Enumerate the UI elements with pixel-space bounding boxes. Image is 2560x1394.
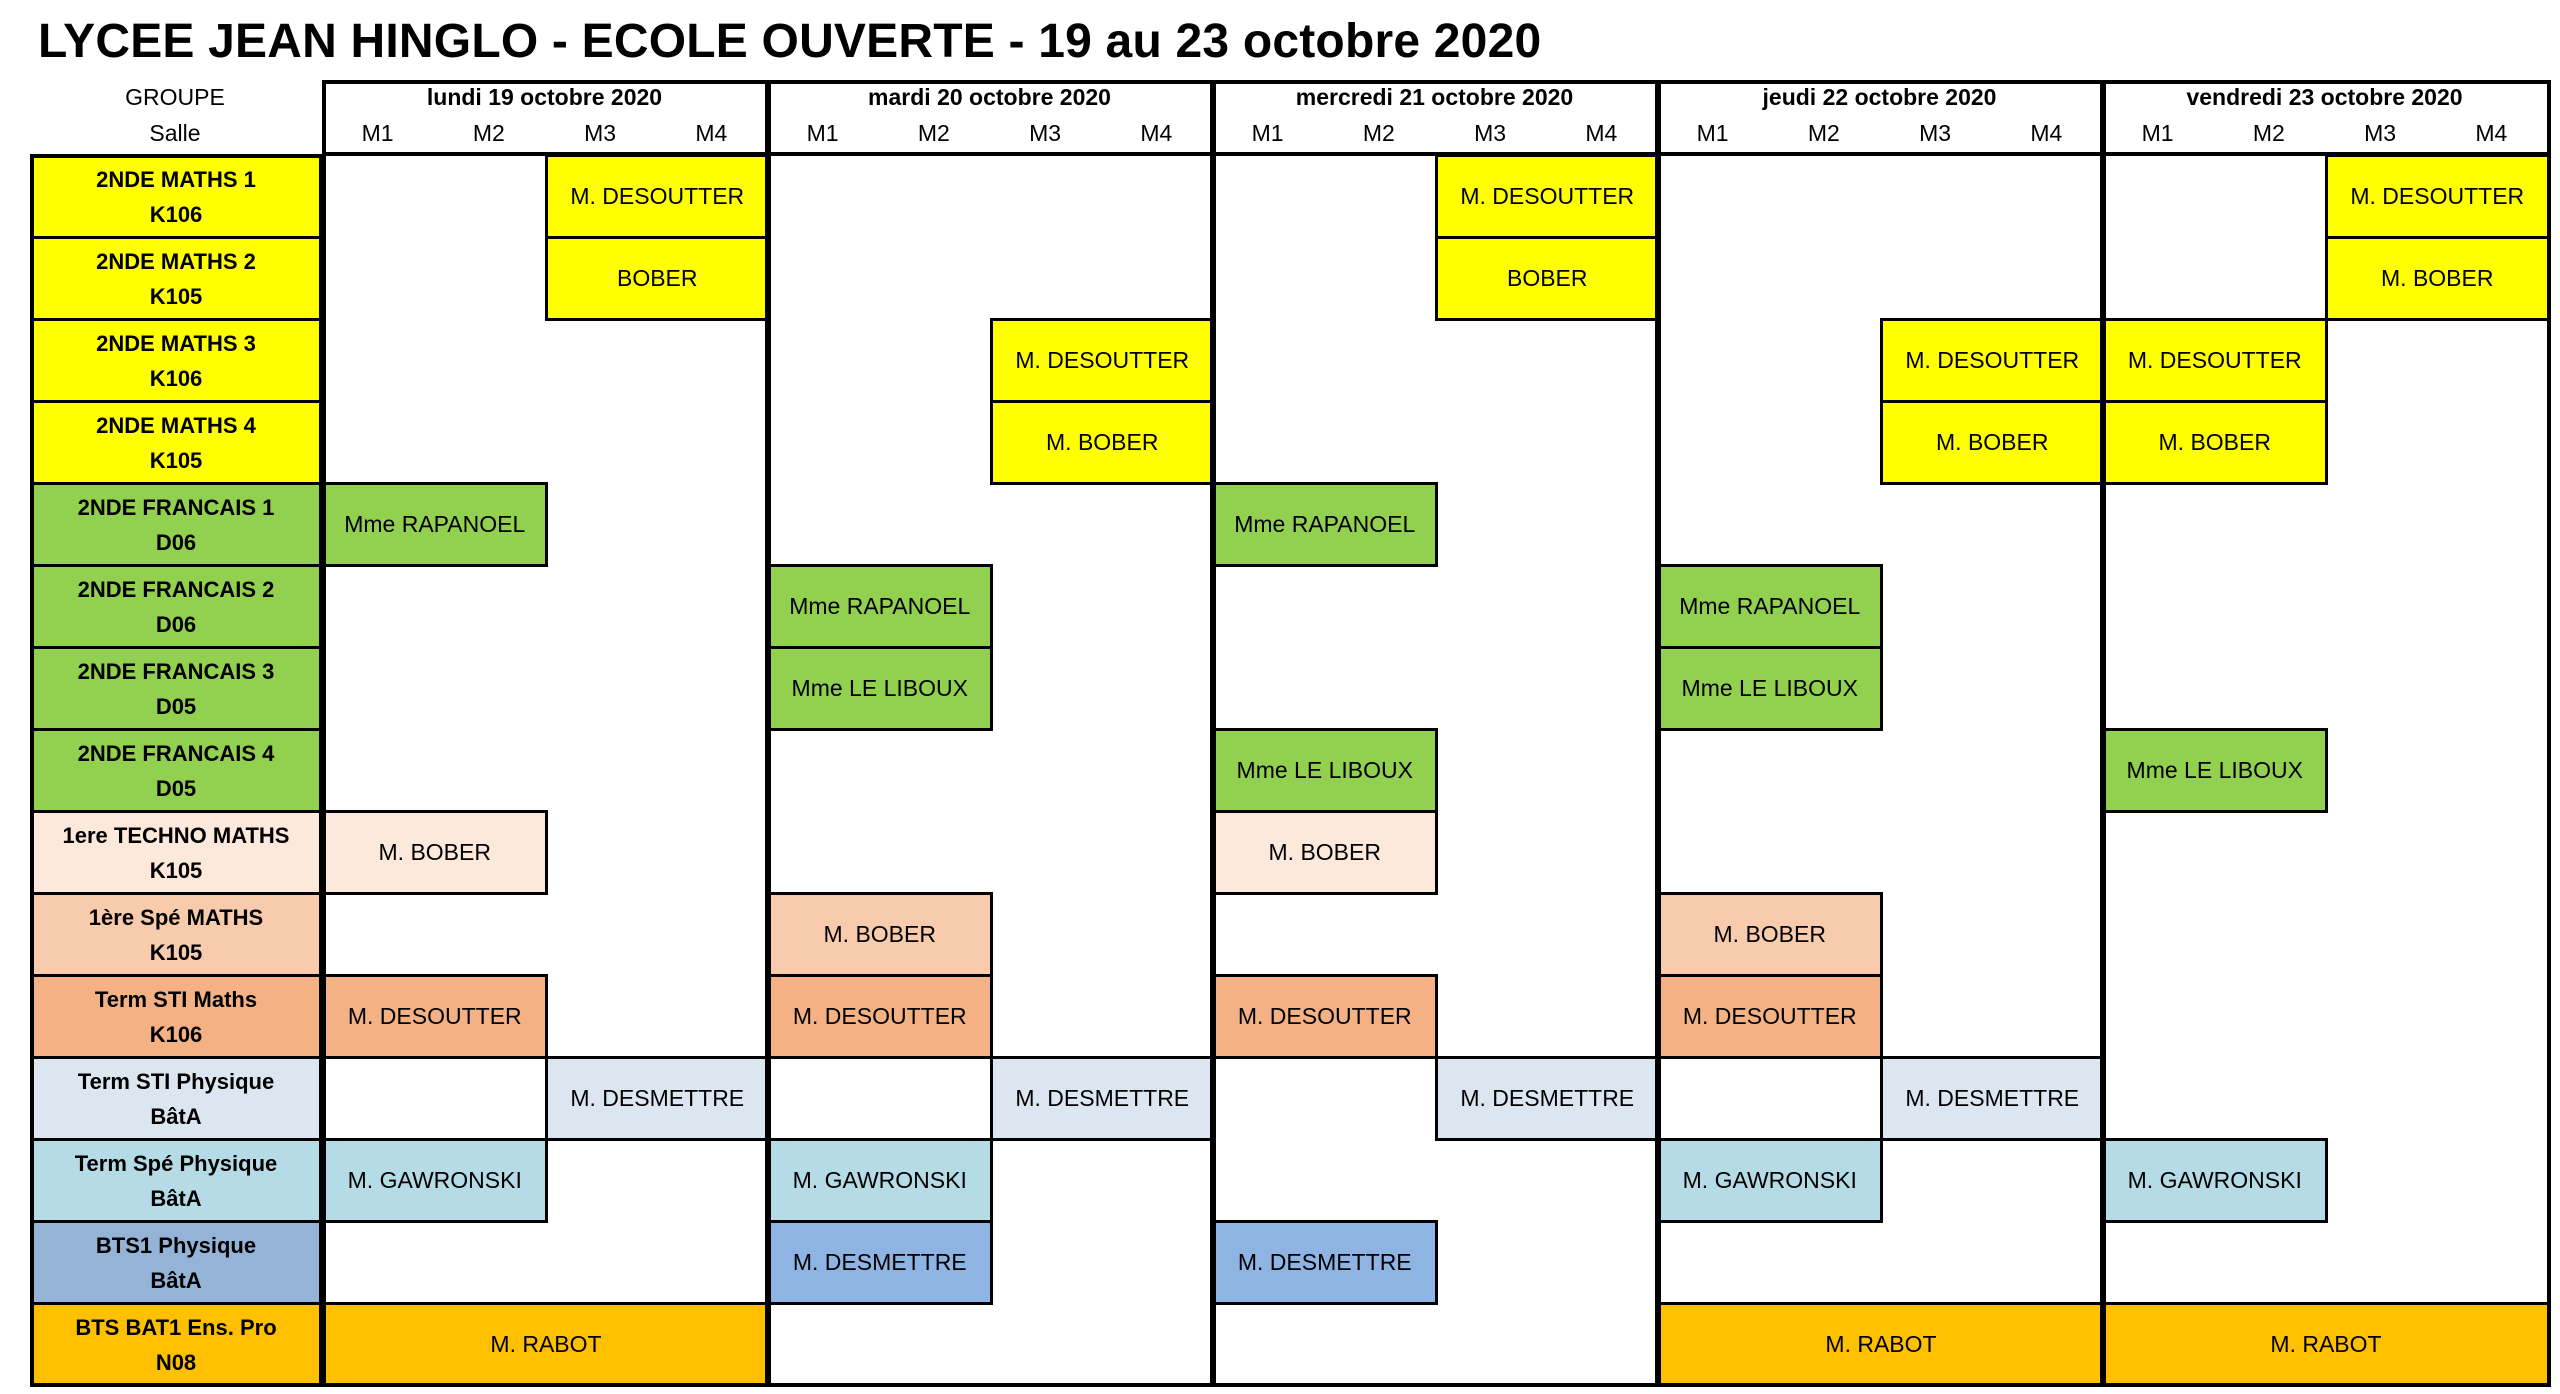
session-cell: M. DESOUTTER <box>545 154 771 239</box>
slot-header: M3 <box>2364 120 2397 146</box>
room-name: BâtA <box>150 1185 202 1211</box>
room-name: K106 <box>149 1021 203 1047</box>
slot-header: M4 <box>1585 120 1618 146</box>
slot-header: M4 <box>2030 120 2063 146</box>
slot-header: M3 <box>1919 120 1952 146</box>
group-label <box>30 236 322 321</box>
session-cell: M. DESMETTRE <box>1435 1056 1661 1141</box>
group-name: 2NDE MATHS 3 <box>96 330 256 356</box>
session-cell: Mme RAPANOEL <box>322 482 548 567</box>
session-cell: M. DESOUTTER <box>1880 318 2106 403</box>
session-cell: M. DESMETTRE <box>1880 1056 2106 1141</box>
room-name: BâtA <box>150 1103 202 1129</box>
day-header: mercredi 21 octobre 2020 <box>1295 84 1574 110</box>
slot-header: M1 <box>1696 120 1729 146</box>
header-groupe: GROUPE <box>125 84 225 110</box>
session-cell: BOBER <box>1435 236 1661 321</box>
room-name: K105 <box>149 857 203 883</box>
session-cell: BOBER <box>545 236 771 321</box>
slot-header: M4 <box>2475 120 2508 146</box>
group-label <box>30 1056 322 1141</box>
session-cell: M. GAWRONSKI <box>322 1138 548 1223</box>
group-name: 2NDE FRANCAIS 3 <box>77 658 275 684</box>
slot-header: M1 <box>1251 120 1284 146</box>
session-cell: M. RABOT <box>322 1302 770 1387</box>
day-header: jeudi 22 octobre 2020 <box>1762 84 1997 110</box>
group-label <box>30 564 322 649</box>
slot-header: M4 <box>695 120 728 146</box>
group-label <box>30 400 322 485</box>
session-cell: M. DESOUTTER <box>1435 154 1661 239</box>
session-cell: M. DESOUTTER <box>2325 154 2551 239</box>
room-name: K105 <box>149 939 203 965</box>
room-name: D05 <box>155 693 197 719</box>
session-cell: M. DESMETTRE <box>1212 1220 1438 1305</box>
session-cell: Mme LE LIBOUX <box>1657 646 1883 731</box>
session-cell: M. DESOUTTER <box>1212 974 1438 1059</box>
session-cell: M. RABOT <box>1657 1302 2105 1387</box>
session-cell: M. DESMETTRE <box>545 1056 771 1141</box>
room-name: K105 <box>149 283 203 309</box>
group-label <box>30 646 322 731</box>
group-name: 2NDE MATHS 2 <box>96 248 256 274</box>
session-cell: M. BOBER <box>1880 400 2106 485</box>
slot-header: M1 <box>2141 120 2174 146</box>
group-name: 2NDE MATHS 4 <box>96 412 256 438</box>
room-name: N08 <box>155 1349 197 1375</box>
room-name: K105 <box>149 447 203 473</box>
session-cell: Mme LE LIBOUX <box>1212 728 1438 813</box>
session-cell: M. BOBER <box>1657 892 1883 977</box>
room-name: K106 <box>149 201 203 227</box>
session-cell: M. BOBER <box>322 810 548 895</box>
room-name: D06 <box>155 611 197 637</box>
session-cell: M. DESMETTRE <box>990 1056 1216 1141</box>
day-header: lundi 19 octobre 2020 <box>426 84 663 110</box>
group-label <box>30 728 322 813</box>
session-cell: Mme LE LIBOUX <box>2102 728 2328 813</box>
session-cell: M. DESOUTTER <box>2102 318 2328 403</box>
slot-header: M1 <box>361 120 394 146</box>
group-label <box>30 318 322 403</box>
session-cell: M. DESMETTRE <box>767 1220 993 1305</box>
group-name: 1ere TECHNO MATHS <box>62 822 290 848</box>
session-cell: M. DESOUTTER <box>1657 974 1883 1059</box>
group-label <box>30 1138 322 1223</box>
slot-header: M2 <box>1362 120 1395 146</box>
page-title: LYCEE JEAN HINGLO - ECOLE OUVERTE - 19 au 23 octobre 2020 <box>38 15 1542 68</box>
header-salle: Salle <box>149 120 201 146</box>
room-name: D05 <box>155 775 197 801</box>
group-name: Term STI Maths <box>94 986 258 1012</box>
group-name: 2NDE FRANCAIS 4 <box>77 740 275 766</box>
session-cell: Mme RAPANOEL <box>1212 482 1438 567</box>
session-cell: M. BOBER <box>767 892 993 977</box>
day-header: vendredi 23 octobre 2020 <box>2186 84 2463 110</box>
session-cell: M. GAWRONSKI <box>1657 1138 1883 1223</box>
slot-header: M2 <box>2252 120 2285 146</box>
session-cell: Mme RAPANOEL <box>767 564 993 649</box>
group-name: 1ère Spé MATHS <box>88 904 264 930</box>
session-cell: M. BOBER <box>990 400 1216 485</box>
session-cell: M. BOBER <box>2325 236 2551 321</box>
session-cell: M. DESOUTTER <box>990 318 1216 403</box>
group-name: BTS BAT1 Ens. Pro <box>75 1314 277 1340</box>
group-name: 2NDE FRANCAIS 1 <box>77 494 275 520</box>
group-name: BTS1 Physique <box>95 1232 257 1258</box>
slot-header: M2 <box>917 120 950 146</box>
group-name: Term Spé Physique <box>74 1150 278 1176</box>
group-label <box>30 892 322 977</box>
room-name: D06 <box>155 529 197 555</box>
group-name: 2NDE MATHS 1 <box>96 166 256 192</box>
slot-header: M1 <box>806 120 839 146</box>
day-header: mardi 20 octobre 2020 <box>868 84 1111 110</box>
session-cell: M. DESOUTTER <box>322 974 548 1059</box>
group-label <box>30 1302 322 1387</box>
session-cell: M. GAWRONSKI <box>767 1138 993 1223</box>
session-cell: M. GAWRONSKI <box>2102 1138 2328 1223</box>
room-name: K106 <box>149 365 203 391</box>
slot-header: M3 <box>1474 120 1507 146</box>
group-name: 2NDE FRANCAIS 2 <box>77 576 275 602</box>
session-cell: M. DESOUTTER <box>767 974 993 1059</box>
slot-header: M3 <box>1029 120 1062 146</box>
session-cell: M. BOBER <box>2102 400 2328 485</box>
slot-header: M2 <box>1807 120 1840 146</box>
group-label <box>30 810 322 895</box>
slot-header: M2 <box>472 120 505 146</box>
session-cell: M. BOBER <box>1212 810 1438 895</box>
group-label <box>30 482 322 567</box>
group-name: Term STI Physique <box>77 1068 275 1094</box>
slot-header: M4 <box>1140 120 1173 146</box>
session-cell: M. RABOT <box>2102 1302 2550 1387</box>
session-cell: Mme RAPANOEL <box>1657 564 1883 649</box>
group-label <box>30 974 322 1059</box>
slot-header: M3 <box>584 120 617 146</box>
session-cell: Mme LE LIBOUX <box>767 646 993 731</box>
group-label <box>30 154 322 239</box>
room-name: BâtA <box>150 1267 202 1293</box>
group-label <box>30 1220 322 1305</box>
